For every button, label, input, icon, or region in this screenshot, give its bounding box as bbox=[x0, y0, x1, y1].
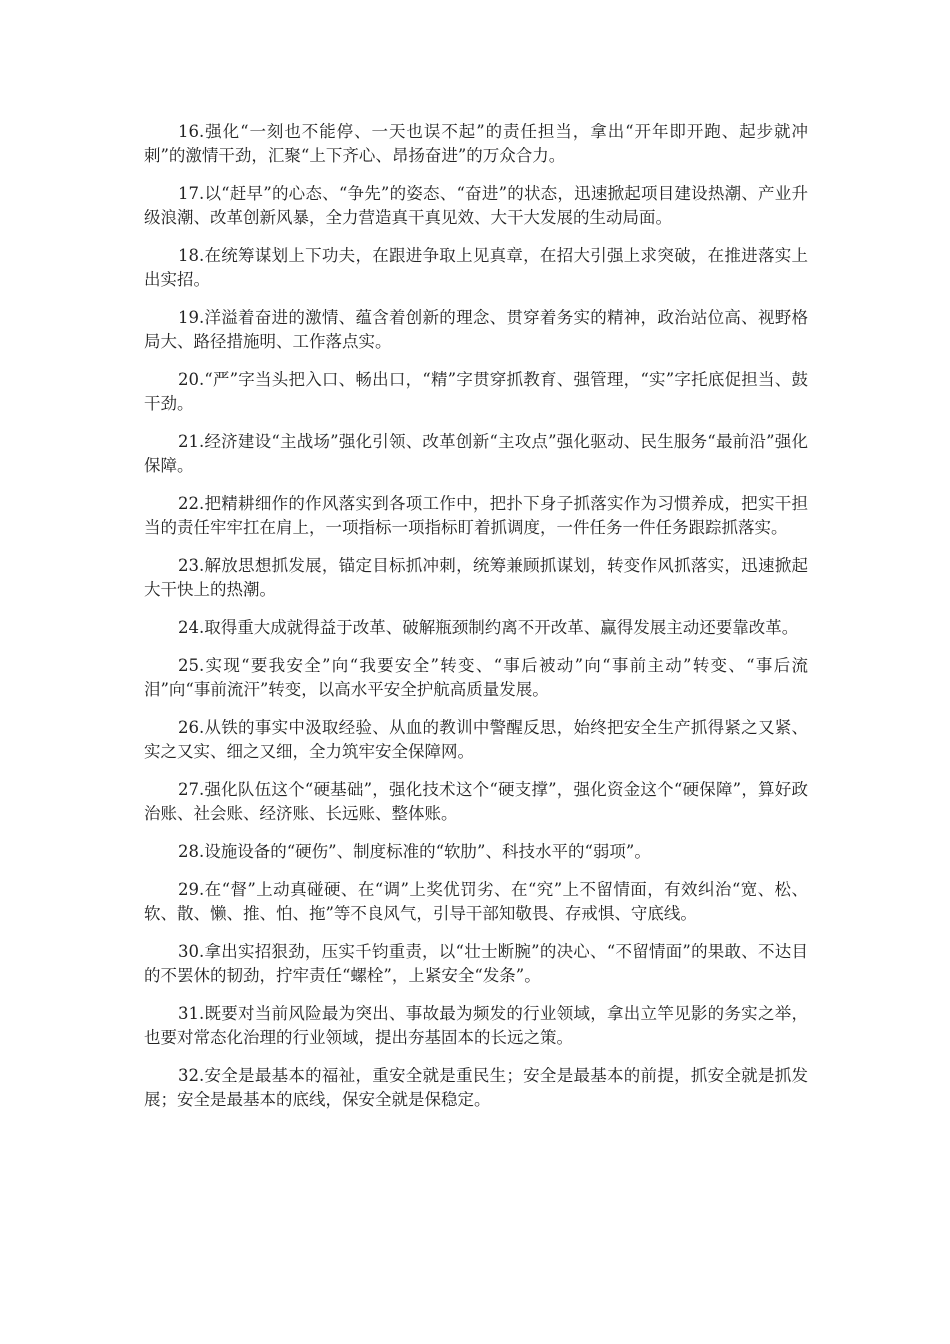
paragraph-25: 25.实现“要我安全”向“我要安全”转变、“事后被动”向“事前主动”转变、“事后流泪”向“事前流汗”转变，以高水平安全护航高质量发展。 bbox=[144, 656, 808, 699]
paragraph-16: 16.强化“一刻也不能停、一天也误不起”的责任担当，拿出“开年即开跑、起步就冲刺”的激情干劲，汇聚“上下齐心、昂扬奋进”的万众合力。 bbox=[144, 122, 808, 165]
paragraph-31: 31.既要对当前风险最为突出、事故最为频发的行业领域，拿出立竿见影的务实之举，也要对常态化治理的行业领域，提出夯基固本的长远之策。 bbox=[144, 1004, 808, 1047]
document-body bbox=[144, 120, 808, 1126]
paragraph-24: 24.取得重大成就得益于改革、破解瓶颈制约离不开改革、赢得发展主动还要靠改革。 bbox=[178, 618, 799, 637]
paragraph-23: 23.解放思想抓发展，锚定目标抓冲刺，统筹兼顾抓谋划，转变作风抓落实，迅速掀起大干快上的热潮。 bbox=[144, 556, 808, 599]
paragraph-22: 22.把精耕细作的作风落实到各项工作中，把扑下身子抓落实作为习惯养成，把实干担当的责任牢牢扛在肩上，一项指标一项指标盯着抓调度，一件任务一件任务跟踪抓落实。 bbox=[144, 494, 808, 537]
paragraph-17: 17.以“赶早”的心态、“争先”的姿态、“奋进”的状态，迅速掀起项目建设热潮、产业升级浪潮、改革创新风暴，全力营造真干真见效、大干大发展的生动局面。 bbox=[144, 184, 808, 227]
paragraph-27: 27.强化队伍这个“硬基础”，强化技术这个“硬支撑”，强化资金这个“硬保障”，算好政治账、社会账、经济账、长远账、整体账。 bbox=[144, 780, 808, 823]
paragraph-26: 26.从铁的事实中汲取经验、从血的教训中警醒反思，始终把安全生产抓得紧之又紧、实之又实、细之又细，全力筑牢安全保障网。 bbox=[144, 718, 808, 761]
paragraph-20: 20.“严”字当头把入口、畅出口，“精”字贯穿抓教育、强管理，“实”字托底促担当、鼓干劲。 bbox=[144, 370, 808, 413]
paragraph-30: 30.拿出实招狠劲，压实千钧重责，以“壮士断腕”的决心、“不留情面”的果敢、不达目的不罢休的韧劲，拧牢责任“螺栓”，上紧安全“发条”。 bbox=[144, 942, 808, 985]
paragraph-29: 29.在“督”上动真碰硬、在“调”上奖优罚劣、在“究”上不留情面，有效纠治“宽、松、软、散、懒、推、怕、拖”等不良风气，引导干部知敬畏、存戒惧、守底线。 bbox=[144, 880, 808, 923]
paragraph-18: 18.在统筹谋划上下功夫，在跟进争取上见真章，在招大引强上求突破，在推进落实上出实招。 bbox=[144, 246, 808, 289]
paragraph-21: 21.经济建设“主战场”强化引领、改革创新“主攻点”强化驱动、民生服务“最前沿”强化保障。 bbox=[144, 432, 808, 475]
paragraph-28: 28.设施设备的“硬伤”、制度标准的“软肋”、科技水平的“弱项”。 bbox=[178, 842, 651, 861]
paragraph-32: 32.安全是最基本的福祉，重安全就是重民生；安全是最基本的前提，抓安全就是抓发展；安全是最基本的底线，保安全就是保稳定。 bbox=[144, 1066, 808, 1109]
paragraph-19: 19.洋溢着奋进的激情、蕴含着创新的理念、贯穿着务实的精神，政治站位高、视野格局大、路径措施明、工作落点实。 bbox=[144, 308, 808, 351]
